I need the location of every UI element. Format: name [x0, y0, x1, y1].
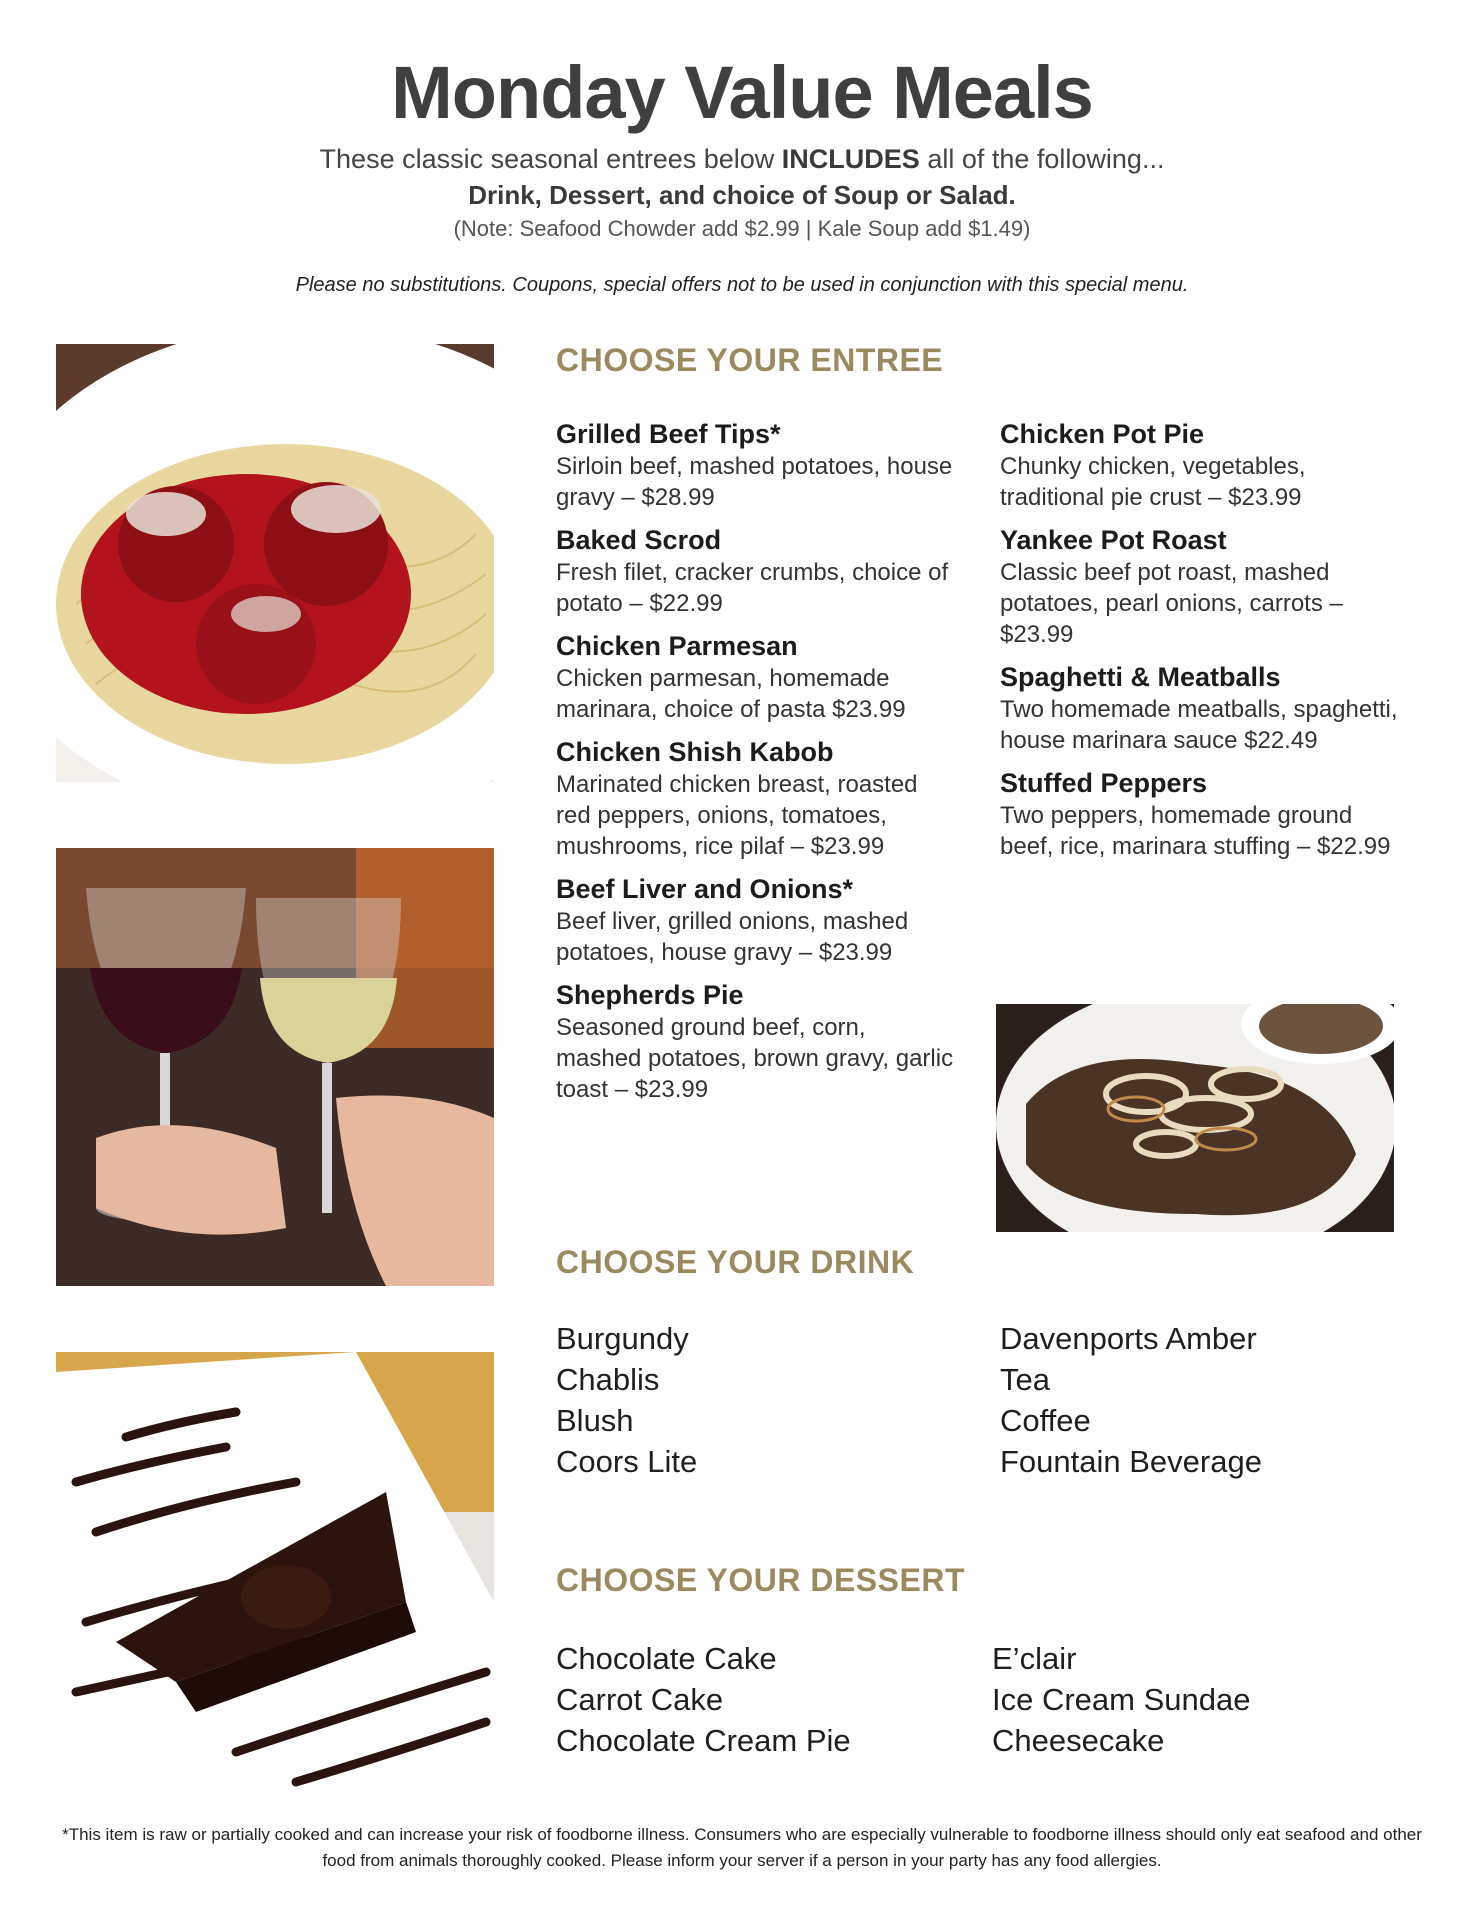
entree-heading: CHOOSE YOUR ENTREE	[556, 342, 944, 378]
spaghetti-photo	[56, 344, 494, 782]
drink-list-left	[556, 1318, 697, 1482]
drink-item: Davenports Amber	[1000, 1321, 1257, 1356]
entree-desc: Beef liver, grilled onions, mashed potatoes, house gravy – $23.99	[556, 908, 909, 966]
entree-name: Baked Scrod	[556, 525, 722, 555]
intro-post: all of the following...	[919, 144, 1165, 174]
entree-desc: Sirloin beef, mashed potatoes, house gravy – $28.99	[556, 453, 953, 511]
entree-name: Yankee Pot Roast	[1000, 525, 1227, 555]
entree-desc: Classic beef pot roast, mashed potatoes, pearl onions, carrots – $23.99	[1000, 559, 1343, 648]
includes-line: Drink, Dessert, and choice of Soup or Salad.	[468, 180, 1016, 210]
entree-item	[556, 418, 956, 513]
entree-name: Chicken Parmesan	[556, 631, 798, 661]
entree-name: Spaghetti & Meatballs	[1000, 662, 1281, 692]
entree-name: Chicken Shish Kabob	[556, 737, 834, 767]
liver-onions-photo	[996, 1004, 1394, 1232]
entree-item	[1000, 661, 1400, 756]
entree-item	[556, 979, 956, 1105]
drink-list-right	[1000, 1318, 1262, 1482]
intro-line	[0, 144, 1484, 175]
drink-item: Tea	[1000, 1362, 1050, 1397]
entree-item	[1000, 524, 1400, 650]
drink-heading: CHOOSE YOUR DRINK	[556, 1244, 915, 1280]
entree-item	[1000, 767, 1400, 862]
drink-item: Coors Lite	[556, 1444, 698, 1479]
dessert-item: Ice Cream Sundae	[992, 1682, 1251, 1717]
entree-list-right	[1000, 418, 1400, 873]
entree-name: Shepherds Pie	[556, 980, 744, 1010]
entree-item	[556, 524, 956, 619]
dessert-heading: CHOOSE YOUR DESSERT	[556, 1562, 965, 1598]
entree-name: Stuffed Peppers	[1000, 768, 1208, 798]
entree-name: Beef Liver and Onions*	[556, 874, 854, 904]
dessert-item: E’clair	[992, 1641, 1077, 1676]
entree-item	[1000, 418, 1400, 513]
dessert-list-left	[556, 1638, 851, 1761]
entree-item	[556, 630, 956, 725]
entree-name: Grilled Beef Tips*	[556, 419, 781, 449]
entree-desc: Seasoned ground beef, corn, mashed potatoes, brown gravy, garlic toast – $23.99	[556, 1014, 954, 1103]
intro-bold: INCLUDES	[781, 144, 920, 174]
entree-desc: Chicken parmesan, homemade marinara, choice of pasta $23.99	[556, 665, 906, 723]
page-title: Monday Value Meals	[391, 51, 1093, 134]
dessert-list-right	[992, 1638, 1250, 1761]
wine-toast-photo	[56, 848, 494, 1286]
drink-item: Burgundy	[556, 1321, 689, 1356]
drink-item: Blush	[556, 1403, 634, 1438]
dessert-item: Chocolate Cream Pie	[556, 1723, 851, 1758]
dessert-item: Carrot Cake	[556, 1682, 724, 1717]
entree-item	[556, 873, 956, 968]
drink-item: Coffee	[1000, 1403, 1091, 1438]
drink-item: Chablis	[556, 1362, 660, 1397]
substitution-policy: Please no substitutions. Coupons, special offers not to be used in conjunction with this special menu.	[295, 274, 1189, 296]
entree-name: Chicken Pot Pie	[1000, 419, 1205, 449]
dessert-item: Cheesecake	[992, 1723, 1165, 1758]
entree-item	[556, 736, 956, 862]
chocolate-cake-photo	[56, 1352, 494, 1790]
entree-desc: Chunky chicken, vegetables, traditional pie crust – $23.99	[1000, 453, 1306, 511]
drink-item: Fountain Beverage	[1000, 1444, 1262, 1479]
entree-list-left	[556, 418, 956, 1116]
upcharge-note: (Note: Seafood Chowder add $2.99 | Kale Soup add $1.49)	[453, 216, 1031, 241]
entree-desc: Two homemade meatballs, spaghetti, house marinara sauce $22.49	[1000, 696, 1398, 754]
dessert-item: Chocolate Cake	[556, 1641, 777, 1676]
entree-desc: Marinated chicken breast, roasted red peppers, onions, tomatoes, mushrooms, rice pilaf – $23.99	[556, 771, 918, 860]
entree-desc: Fresh filet, cracker crumbs, choice of potato – $22.99	[556, 559, 949, 617]
entree-desc: Two peppers, homemade ground beef, rice, marinara stuffing – $22.99	[1000, 802, 1391, 860]
foodborne-illness-disclaimer: *This item is raw or partially cooked and can increase your risk of foodborne illness. Consumers who are especially vulnerable to foodborne illness should only eat seafood and other food from animals thoroughly cooked. Please inform your server if a person in your party has any food allergies.	[62, 1825, 1422, 1870]
intro-pre: These classic seasonal entrees below	[319, 144, 782, 174]
